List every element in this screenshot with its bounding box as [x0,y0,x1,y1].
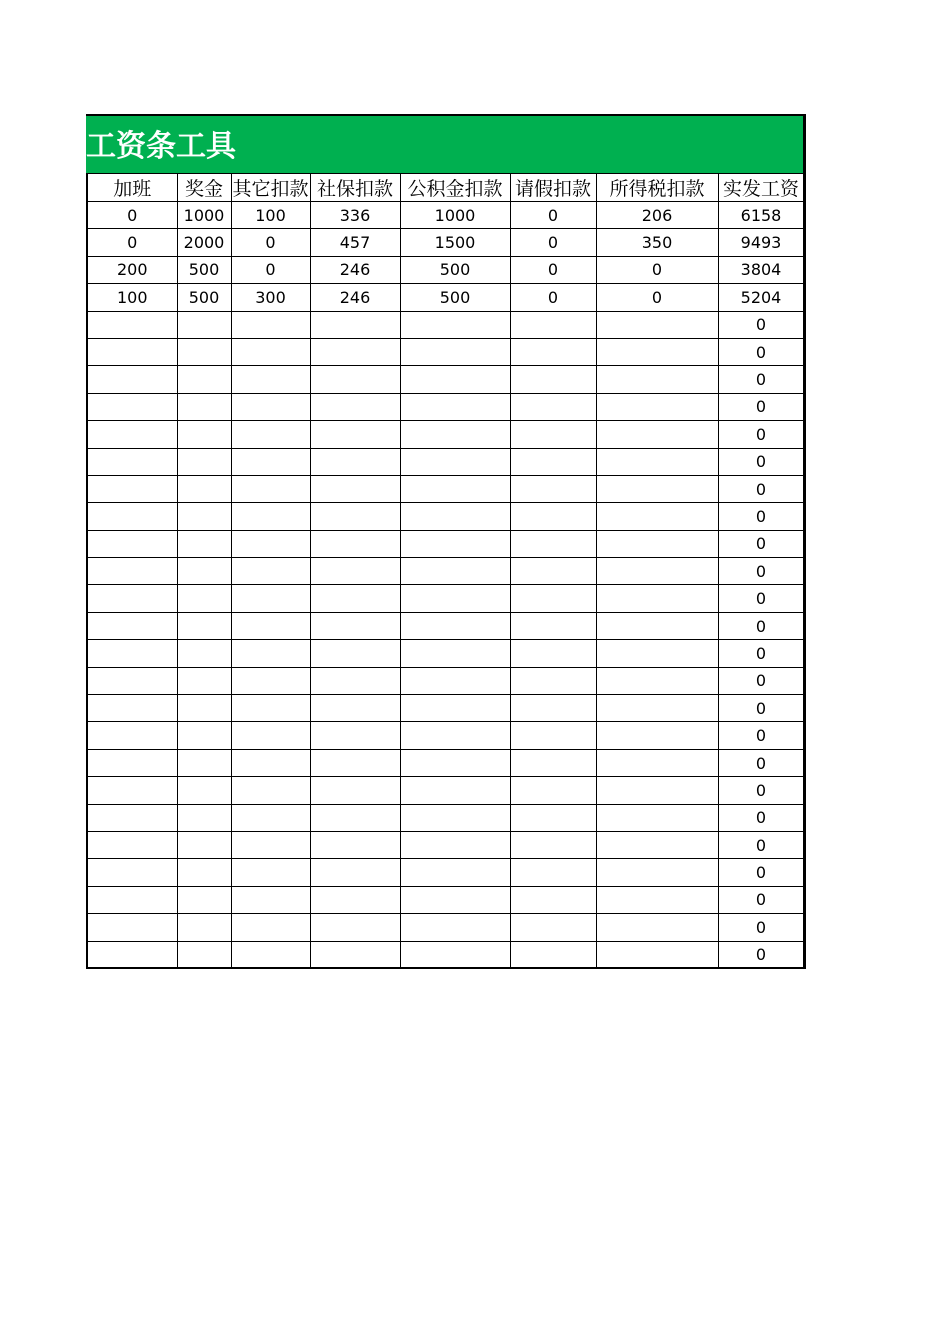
table-cell[interactable]: 246 [310,284,400,311]
table-cell[interactable] [310,503,400,530]
table-row [87,393,804,420]
table-cell[interactable] [87,448,177,475]
table-row [87,421,804,448]
table-cell[interactable] [87,311,177,338]
table-cell[interactable] [87,530,177,557]
table-row [87,859,804,886]
table-cell[interactable] [231,393,310,420]
table-cell[interactable]: 1000 [400,202,510,229]
table-cell[interactable]: 0 [718,667,804,694]
table-cell[interactable]: 500 [400,256,510,283]
table-cell[interactable] [510,503,596,530]
table-cell[interactable]: 336 [310,202,400,229]
table-cell[interactable]: 0 [87,202,177,229]
table-cell[interactable] [177,585,231,612]
table-cell[interactable] [596,503,718,530]
table-cell[interactable] [231,366,310,393]
table-cell[interactable] [510,941,596,968]
table-cell[interactable] [596,448,718,475]
table-cell[interactable] [87,393,177,420]
table-cell[interactable]: 457 [310,229,400,256]
table-cell[interactable] [177,311,231,338]
table-cell[interactable] [231,585,310,612]
table-cell[interactable] [87,749,177,776]
table-cell[interactable] [231,338,310,365]
table-row [87,311,804,338]
table-row [87,722,804,749]
table-cell[interactable]: 6158 [718,202,804,229]
table-cell[interactable]: 0 [718,749,804,776]
table-cell[interactable] [510,804,596,831]
table-cell[interactable]: 100 [231,202,310,229]
table-cell[interactable] [310,530,400,557]
table-cell[interactable]: 500 [400,284,510,311]
table-cell[interactable] [87,366,177,393]
table-cell[interactable] [510,777,596,804]
table-row [87,448,804,475]
table-cell[interactable]: 9493 [718,229,804,256]
table-cell[interactable] [87,722,177,749]
table-cell[interactable] [310,558,400,585]
table-cell[interactable] [177,338,231,365]
table-cell[interactable]: 0 [718,640,804,667]
table-cell[interactable] [510,695,596,722]
table-cell[interactable] [87,558,177,585]
table-cell[interactable] [177,831,231,858]
table-cell[interactable] [87,859,177,886]
table-cell[interactable]: 200 [87,256,177,283]
table-cell[interactable] [400,393,510,420]
table-cell[interactable]: 0 [87,229,177,256]
table-cell[interactable] [310,448,400,475]
table-cell[interactable] [400,558,510,585]
table-cell[interactable]: 3804 [718,256,804,283]
table-cell[interactable]: 0 [718,777,804,804]
table-cell[interactable] [596,886,718,913]
table-cell[interactable] [231,941,310,968]
table-cell[interactable] [231,421,310,448]
table-cell[interactable] [87,421,177,448]
table-cell[interactable] [177,859,231,886]
table-cell[interactable]: 0 [510,284,596,311]
table-cell[interactable] [596,421,718,448]
table-cell[interactable] [310,338,400,365]
table-cell[interactable] [177,722,231,749]
table-cell[interactable] [177,366,231,393]
table-cell[interactable] [310,941,400,968]
table-cell[interactable] [310,722,400,749]
table-cell[interactable] [177,503,231,530]
table-cell[interactable] [87,695,177,722]
table-row [87,503,804,530]
col-header-net-pay[interactable]: 实发工资 [718,174,804,202]
table-row [87,475,804,502]
table-cell[interactable] [596,831,718,858]
table-row [87,366,804,393]
table-cell[interactable] [596,530,718,557]
table-cell[interactable] [510,366,596,393]
table-cell[interactable] [310,585,400,612]
table-cell[interactable] [596,804,718,831]
table-cell[interactable]: 0 [718,859,804,886]
table-cell[interactable]: 0 [231,256,310,283]
table-row [87,284,804,311]
col-header-income-tax[interactable]: 所得税扣款 [596,174,718,202]
table-cell[interactable] [231,475,310,502]
table-cell[interactable] [87,941,177,968]
table-cell[interactable] [510,448,596,475]
table-cell[interactable]: 0 [718,722,804,749]
table-cell[interactable] [87,777,177,804]
table-cell[interactable] [510,558,596,585]
table-cell[interactable] [596,558,718,585]
table-cell[interactable] [596,749,718,776]
table-row [87,256,804,283]
table-cell[interactable] [87,338,177,365]
sheet-title: 工资条工具 [86,114,803,173]
table-cell[interactable] [596,914,718,941]
table-cell[interactable] [177,941,231,968]
table-cell[interactable] [231,530,310,557]
table-cell[interactable] [400,941,510,968]
table-cell[interactable] [231,777,310,804]
table-row [87,914,804,941]
table-cell[interactable] [596,338,718,365]
table-cell[interactable] [310,914,400,941]
table-cell[interactable]: 0 [510,202,596,229]
table-cell[interactable] [87,503,177,530]
table-cell[interactable] [596,667,718,694]
table-cell[interactable] [87,640,177,667]
table-cell[interactable] [310,475,400,502]
table-cell[interactable]: 350 [596,229,718,256]
table-cell[interactable] [177,421,231,448]
table-cell[interactable] [231,558,310,585]
table-cell[interactable] [400,530,510,557]
table-cell[interactable] [87,804,177,831]
table-cell[interactable] [400,585,510,612]
table-cell[interactable] [510,612,596,639]
table-cell[interactable] [177,558,231,585]
table-cell[interactable] [400,859,510,886]
table-cell[interactable] [510,886,596,913]
table-cell[interactable] [596,640,718,667]
table-cell[interactable] [400,914,510,941]
table-cell[interactable]: 0 [718,475,804,502]
table-cell[interactable]: 5204 [718,284,804,311]
table-cell[interactable] [177,914,231,941]
table-cell[interactable] [510,338,596,365]
table-cell[interactable] [596,941,718,968]
table-row [87,530,804,557]
table-cell[interactable] [310,859,400,886]
col-header-social-insurance[interactable]: 社保扣款 [310,174,400,202]
table-cell[interactable] [510,749,596,776]
table-cell[interactable] [596,585,718,612]
table-cell[interactable] [310,366,400,393]
table-cell[interactable] [87,886,177,913]
table-cell[interactable] [231,749,310,776]
table-cell[interactable] [177,448,231,475]
table-cell[interactable]: 206 [596,202,718,229]
table-cell[interactable] [510,831,596,858]
payroll-sheet [86,114,806,969]
table-cell[interactable] [231,886,310,913]
col-header-housing-fund[interactable]: 公积金扣款 [400,174,510,202]
table-cell[interactable] [310,831,400,858]
table-cell[interactable]: 0 [718,941,804,968]
table-cell[interactable] [310,695,400,722]
table-cell[interactable] [231,695,310,722]
table-cell[interactable]: 0 [718,914,804,941]
table-cell[interactable] [510,393,596,420]
table-cell[interactable]: 0 [718,558,804,585]
table-cell[interactable] [400,311,510,338]
table-cell[interactable]: 0 [718,530,804,557]
table-cell[interactable] [177,886,231,913]
table-cell[interactable] [596,311,718,338]
table-cell[interactable]: 0 [718,831,804,858]
table-cell[interactable] [231,914,310,941]
table-cell[interactable] [231,859,310,886]
table-cell[interactable]: 0 [718,503,804,530]
table-row [87,229,804,256]
table-cell[interactable] [400,804,510,831]
table-cell[interactable]: 300 [231,284,310,311]
table-cell[interactable]: 0 [596,284,718,311]
table-cell[interactable]: 1000 [177,202,231,229]
table-cell[interactable]: 500 [177,256,231,283]
col-header-other-deduction[interactable]: 其它扣款 [231,174,310,202]
table-cell[interactable] [87,475,177,502]
table-cell[interactable]: 0 [718,421,804,448]
table-cell[interactable] [510,859,596,886]
table-cell[interactable] [231,831,310,858]
table-cell[interactable] [596,366,718,393]
table-cell[interactable]: 0 [510,256,596,283]
table-cell[interactable] [310,804,400,831]
table-cell[interactable] [400,448,510,475]
table-cell[interactable] [510,421,596,448]
table-row [87,941,804,968]
table-cell[interactable] [400,749,510,776]
table-cell[interactable] [400,612,510,639]
table-cell[interactable] [596,695,718,722]
table-cell[interactable] [400,366,510,393]
table-cell[interactable] [231,722,310,749]
table-cell[interactable] [510,475,596,502]
table-cell[interactable] [177,667,231,694]
table-cell[interactable]: 0 [510,229,596,256]
table-cell[interactable] [87,612,177,639]
table-cell[interactable] [177,777,231,804]
table-cell[interactable] [400,667,510,694]
table-cell[interactable] [231,667,310,694]
table-row [87,695,804,722]
table-cell[interactable]: 1500 [400,229,510,256]
table-cell[interactable] [596,859,718,886]
table-cell[interactable] [310,749,400,776]
table-cell[interactable] [400,722,510,749]
table-cell[interactable]: 0 [596,256,718,283]
table-cell[interactable] [596,612,718,639]
table-row [87,338,804,365]
table-row [87,749,804,776]
table-cell[interactable]: 0 [718,393,804,420]
table-cell[interactable]: 500 [177,284,231,311]
table-cell[interactable]: 0 [718,585,804,612]
table-cell[interactable] [310,393,400,420]
table-cell[interactable]: 0 [718,338,804,365]
table-cell[interactable] [510,914,596,941]
table-cell[interactable] [87,667,177,694]
header-row [87,174,804,202]
table-cell[interactable]: 0 [718,612,804,639]
table-cell[interactable]: 0 [718,311,804,338]
col-header-overtime[interactable]: 加班 [87,174,177,202]
table-cell[interactable] [400,640,510,667]
table-cell[interactable] [177,612,231,639]
table-cell[interactable]: 0 [718,448,804,475]
table-cell[interactable] [177,393,231,420]
table-row [87,667,804,694]
table-cell[interactable] [596,393,718,420]
table-cell[interactable] [87,831,177,858]
table-cell[interactable] [400,777,510,804]
table-cell[interactable] [87,585,177,612]
table-cell[interactable] [400,886,510,913]
table-cell[interactable]: 246 [310,256,400,283]
table-cell[interactable] [231,612,310,639]
table-cell[interactable] [400,475,510,502]
table-cell[interactable]: 0 [718,366,804,393]
table-cell[interactable] [310,777,400,804]
table-row [87,804,804,831]
table-cell[interactable] [87,914,177,941]
table-cell[interactable] [510,585,596,612]
table-cell[interactable] [177,475,231,502]
table-cell[interactable] [231,448,310,475]
table-cell[interactable] [177,530,231,557]
table-row [87,585,804,612]
table-row [87,831,804,858]
table-cell[interactable]: 0 [718,804,804,831]
table-cell[interactable] [177,695,231,722]
table-cell[interactable] [400,503,510,530]
table-cell[interactable] [510,667,596,694]
table-cell[interactable] [510,722,596,749]
table-cell[interactable] [177,804,231,831]
table-cell[interactable]: 100 [87,284,177,311]
table-cell[interactable] [310,886,400,913]
table-cell[interactable] [400,831,510,858]
table-cell[interactable]: 0 [718,695,804,722]
table-row [87,612,804,639]
table-cell[interactable] [596,475,718,502]
table-cell[interactable] [231,804,310,831]
table-row [87,202,804,229]
table-cell[interactable] [310,311,400,338]
table-row [87,777,804,804]
col-header-bonus[interactable]: 奖金 [177,174,231,202]
table-cell[interactable] [510,640,596,667]
table-cell[interactable] [400,695,510,722]
table-cell[interactable] [310,421,400,448]
table-cell[interactable] [310,612,400,639]
table-cell[interactable] [231,503,310,530]
table-cell[interactable] [177,749,231,776]
table-cell[interactable] [177,640,231,667]
table-row [87,558,804,585]
table-cell[interactable] [231,640,310,667]
table-cell[interactable] [400,421,510,448]
table-cell[interactable] [231,311,310,338]
table-cell[interactable] [596,722,718,749]
table-cell[interactable] [400,338,510,365]
table-cell[interactable]: 0 [231,229,310,256]
table-row [87,886,804,913]
table-cell[interactable] [510,530,596,557]
table-cell[interactable] [596,777,718,804]
table-row [87,640,804,667]
payroll-table [86,173,805,969]
table-cell[interactable]: 2000 [177,229,231,256]
table-cell[interactable] [310,667,400,694]
table-cell[interactable]: 0 [718,886,804,913]
col-header-leave-deduction[interactable]: 请假扣款 [510,174,596,202]
table-cell[interactable] [310,640,400,667]
table-cell[interactable] [510,311,596,338]
